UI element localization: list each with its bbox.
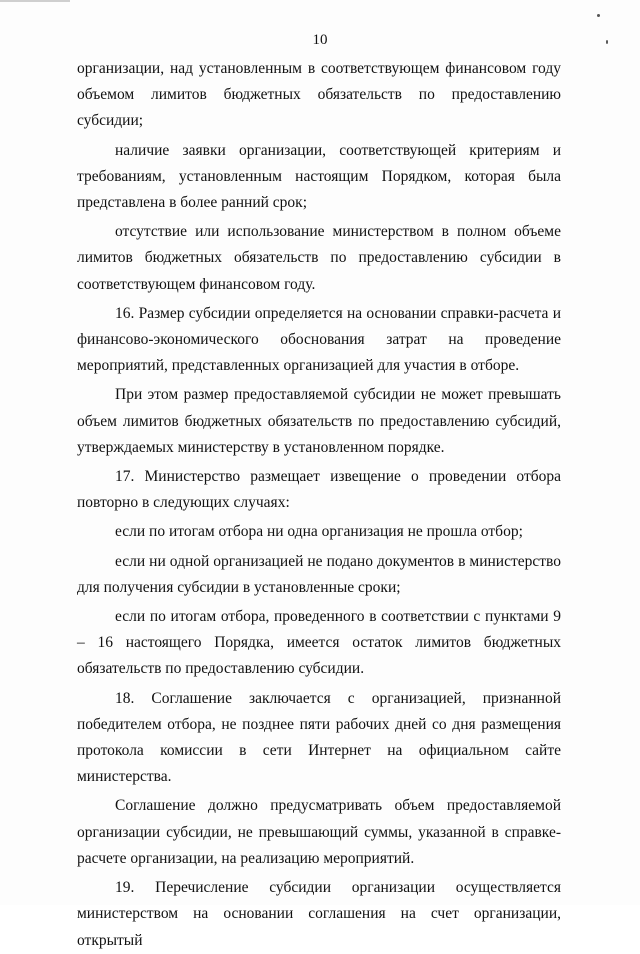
paragraph: если по итогам отбора, проведенного в соответствии с пунктами 9 – 16 настоящего Порядка, имеется остаток лимитов бюджетных обязательств по предоставлению субсидии. [77,608,561,678]
scan-edge-mark [0,0,70,2]
paragraph: если ни одной организацией не подано документов в министерство для получения субсидии в установленные сроки; [77,552,561,596]
document-body [77,56,561,954]
paragraph: Соглашение должно предусматривать объем предоставляемой организации субсидии, не превышающий суммы, указанной в справке-расчете организации, на реализацию мероприятий. [77,797,561,867]
paragraph: 18. Соглашение заключается с организацией, признанной победителем отбора, не позднее пяти рабочих дней со дня размещения протокола комиссии в сети Интернет на официальном сайте министерства. [77,689,561,786]
paragraph: 19. Перечисление субсидии организации осуществляется министерством на основании соглашения на счет организации, открытый [77,879,561,949]
page-number: 10 [312,32,328,48]
scan-speck [597,14,600,17]
paragraph: При этом размер предоставляемой субсидии не может превышать объем лимитов бюджетных обязательств по предоставлению субсидий, утверждаемых министерству в установленном порядке. [77,386,561,456]
paragraph: отсутствие или использование министерством в полном объеме лимитов бюджетных обязательств по предоставлению субсидии в соответствующем финансовом году. [77,223,561,293]
paragraph: 16. Размер субсидии определяется на основании справки-расчета и финансово-экономического обоснования затрат на проведение мероприятий, представленных организацией для участия в отборе. [77,304,561,375]
paragraph: 17. Министерство размещает извещение о проведении отбора повторно в следующих случаях: [77,468,561,512]
paragraph: организации, над установленным в соответствующем финансовом году объемом лимитов бюджетных обязательств по предоставлению субсидии; [77,60,561,130]
paragraph: наличие заявки организации, соответствующей критериям и требованиям, установленным настоящим Порядком, которая была представлена в более ранний срок; [77,141,561,212]
paragraph: если по итогам отбора ни одна организация не прошла отбор; [115,523,523,541]
